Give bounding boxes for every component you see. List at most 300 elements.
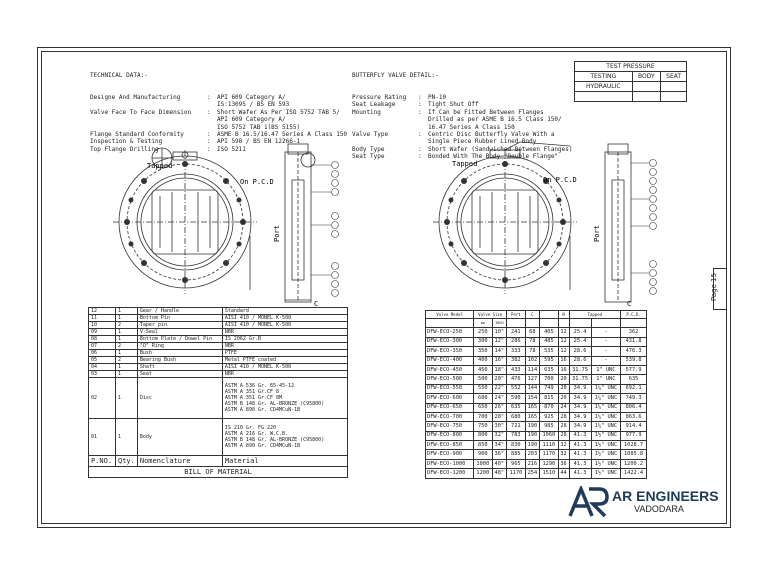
valve-value: 32": [492, 431, 507, 440]
valve-value: 692.1: [621, 384, 647, 393]
valve-value: 1085.8: [621, 450, 647, 459]
technical-key: [90, 124, 207, 131]
valve-value: 127: [525, 375, 540, 384]
valve-value: 28": [492, 412, 507, 421]
valve-value: 12: [558, 328, 569, 337]
valve-value: 500: [474, 375, 492, 384]
valve-value: 1000: [474, 459, 492, 468]
bom-part-no: 03: [89, 371, 116, 378]
valve-value: 433: [507, 365, 525, 374]
valve-value: 20": [492, 375, 507, 384]
butterfly-key: [352, 138, 418, 145]
bom-material: Metal PTFE coated: [222, 357, 347, 364]
hydraulic-seat: [661, 82, 687, 92]
valve-value: 595: [540, 356, 558, 365]
technical-key: Flange Standard Conformity: [90, 131, 184, 139]
technical-value: API 598 / BS EN 12266-1: [217, 138, 301, 146]
valve-value: 1028.7: [621, 441, 647, 450]
bom-qty: 2: [116, 357, 138, 364]
valve-value: 1170: [540, 450, 558, 459]
valve-value: 40": [492, 459, 507, 468]
valve-value: 16: [558, 365, 569, 374]
valve-model: DFW-ECO-900: [426, 450, 474, 459]
valve-value: 41.3: [569, 450, 591, 459]
butterfly-key: Body Type: [352, 145, 385, 153]
label-c-right: C: [627, 300, 632, 308]
valve-value: 25.4: [569, 337, 591, 346]
technical-row: [90, 94, 347, 101]
valve-value: 1" UNC: [591, 375, 621, 384]
valve-value: 250: [474, 328, 492, 337]
valve-value: 600: [474, 394, 492, 403]
valve-value: 749: [540, 384, 558, 393]
bom-nomenclature: V-Seal: [137, 329, 222, 336]
technical-row: [90, 109, 347, 116]
valve-value: 78: [525, 347, 540, 356]
hydraulic-body: [632, 82, 661, 92]
valve-row: [426, 403, 647, 412]
left-valve-drawing: [100, 140, 360, 310]
balloons: [311, 162, 339, 297]
valve-value: 476.3: [621, 347, 647, 356]
page-tab: [710, 268, 727, 310]
technical-key: [90, 101, 207, 108]
valve-value: 535: [540, 347, 558, 356]
valve-row: [426, 450, 647, 459]
bom-row: [89, 308, 348, 315]
valve-value: 48": [492, 469, 507, 478]
valve-value: 1290: [540, 459, 558, 468]
valve-value: 102: [525, 356, 540, 365]
right-valve-drawing: [420, 140, 680, 310]
bom-material-list: [222, 419, 347, 456]
technical-row: [90, 116, 347, 123]
ar-logo-icon: [567, 486, 609, 518]
valve-value: 700: [540, 375, 558, 384]
label-tapped: Tapped: [147, 162, 173, 170]
bom-row: [89, 329, 348, 336]
bom-nomenclature: Bottom Pin: [137, 315, 222, 322]
valve-value: 286: [507, 337, 525, 346]
valve-subheader: INCH: [492, 319, 507, 328]
valve-value: 154: [525, 394, 540, 403]
butterfly-key: Seat Leakage: [352, 101, 396, 109]
butterfly-colon: [418, 124, 428, 131]
valve-value: 1170: [507, 469, 525, 478]
bom-part-no: 02: [89, 378, 116, 419]
butterfly-key: Pressure Rating: [352, 94, 407, 102]
valve-value: 32: [558, 441, 569, 450]
valve-header-cell: Tapped: [569, 311, 621, 319]
valve-row: [426, 337, 647, 346]
valve-value: 31.75: [569, 365, 591, 374]
brand-city: VADODARA: [634, 504, 684, 514]
bom-qty: 1: [116, 308, 138, 315]
valve-value: 885: [507, 450, 525, 459]
valve-model: DFW-ECO-1000: [426, 459, 474, 468]
bom-qty: 1: [116, 350, 138, 357]
technical-key: Top Flange Drilling: [90, 145, 159, 153]
valve-row: [426, 469, 647, 478]
bom-qty: 1: [116, 419, 138, 456]
valve-value: 34.9: [569, 384, 591, 393]
valve-value: 382: [507, 356, 525, 365]
technical-row: [90, 131, 347, 138]
valve-value: 1" UNC: [591, 365, 621, 374]
valve-value: 577.9: [621, 365, 647, 374]
valve-value: 1¼" UNC: [591, 394, 621, 403]
test-pressure-table: [574, 61, 687, 102]
butterfly-colon: :: [418, 94, 422, 102]
valve-value: 539.8: [621, 356, 647, 365]
brand-name: AR ENGINEERS: [612, 488, 719, 504]
bom-nomenclature: "O" Ring: [137, 343, 222, 350]
valve-value: 20: [558, 384, 569, 393]
valve-value: 1½" UNC: [591, 431, 621, 440]
valve-value: 635: [621, 375, 647, 384]
label-c: C: [314, 300, 319, 308]
valve-value: 925: [540, 412, 558, 421]
butterfly-row: [352, 94, 573, 101]
valve-model: DFW-ECO-700: [426, 412, 474, 421]
valve-value: 28: [558, 412, 569, 421]
bom-nomenclature: Disc: [137, 378, 222, 419]
valve-value: 1½" UNC: [591, 459, 621, 468]
bom-nomenclature: Taper pin: [137, 322, 222, 329]
bom-nomenclature: Body: [137, 419, 222, 456]
butterfly-key: [352, 116, 418, 123]
bom-nomenclature: Shaft: [137, 364, 222, 371]
valve-value: 16": [492, 356, 507, 365]
valve-header-cell: Port: [507, 311, 525, 319]
technical-colon: [207, 124, 217, 131]
label-on-pcd-right: On P.C.D: [543, 176, 577, 184]
technical-value: API 609 Category A/: [217, 116, 286, 124]
col-testing: TESTING: [575, 72, 633, 82]
valve-value: 850: [474, 441, 492, 450]
valve-value: 20: [558, 394, 569, 403]
bom-part-no: 01: [89, 419, 116, 456]
valve-value: 78: [525, 337, 540, 346]
bom-nomenclature: Seat: [137, 371, 222, 378]
technical-key: Inspection & Testing: [90, 138, 163, 146]
bom-material: AISI 410 / MONEL K-500: [222, 364, 347, 371]
butterfly-key: [352, 124, 418, 131]
valve-model: DFW-ECO-600: [426, 394, 474, 403]
valve-value: 749.3: [621, 394, 647, 403]
valve-value: 1422.4: [621, 469, 647, 478]
valve-value: 16: [558, 356, 569, 365]
valve-model: DFW-ECO-1200: [426, 469, 474, 478]
butterfly-value: If Can be Fitted Between Flanges: [428, 108, 544, 116]
label-port-right: Port: [593, 225, 601, 242]
lever-handle: [505, 142, 570, 150]
bom-row-body: [89, 419, 348, 456]
valve-row: [426, 412, 647, 421]
valve-row: [426, 328, 647, 337]
technical-key: [90, 116, 207, 123]
technical-value: IS:13095 / BS EN 593: [217, 101, 290, 109]
bom-qty: 1: [116, 378, 138, 419]
valve-dimension-table: [425, 310, 647, 479]
bom-part-no: 06: [89, 350, 116, 357]
valve-value: 870: [540, 403, 558, 412]
bom-material-line: ASTM B 148 Gr. AL-BRONZE (C95800): [224, 437, 325, 443]
bom-material-line: ASTM A 536 Gr. 65-45-12: [224, 383, 295, 389]
valve-value: 36": [492, 450, 507, 459]
bom-nomenclature: Gear / Handle: [137, 308, 222, 315]
butterfly-value: Bonded With The Body "Double Flange": [428, 153, 559, 161]
valve-row: [426, 365, 647, 374]
bom-row: [89, 322, 348, 329]
row-hydraulic: HYDRAULIC: [575, 82, 633, 92]
valve-header-cell: Valve Size: [474, 311, 507, 319]
bom-row: [89, 336, 348, 343]
valve-value: 10": [492, 328, 507, 337]
butterfly-colon: :: [418, 108, 422, 116]
valve-row: [426, 431, 647, 440]
bom-header-no: P.NO.: [89, 456, 116, 467]
valve-value: 362: [621, 328, 647, 337]
valve-value: 830: [507, 441, 525, 450]
bom-material-line: ASTM A 890 Gr. CD4MCuN-1B: [224, 407, 301, 413]
valve-value: 650: [474, 403, 492, 412]
technical-value: API 609 Category A/: [217, 94, 286, 102]
valve-value: 1¼" UNC: [591, 422, 621, 431]
valve-value: 550: [474, 384, 492, 393]
valve-value: 30": [492, 422, 507, 431]
bom-row: [89, 343, 348, 350]
butterfly-value: PN-10: [428, 94, 447, 102]
valve-value: 241: [507, 328, 525, 337]
valve-subheader: mm: [474, 319, 492, 328]
bom-row: [89, 350, 348, 357]
bom-part-no: 08: [89, 336, 116, 343]
bom-qty: 1: [116, 364, 138, 371]
bill-of-material-table: [88, 307, 348, 478]
valve-value: 26": [492, 403, 507, 412]
bom-material: Standard: [222, 308, 347, 315]
butterfly-colon: :: [418, 131, 422, 139]
bom-header-name: Nomenclature: [137, 456, 222, 467]
valve-value: 34.9: [569, 403, 591, 412]
bom-material-line: ASTM A 351 Gr.CF 8M: [224, 395, 283, 401]
valve-header-cell: P.C.D.: [621, 311, 647, 319]
valve-value: 12": [492, 337, 507, 346]
bom-qty: 1: [116, 371, 138, 378]
valve-row: [426, 441, 647, 450]
valve-value: 300: [474, 337, 492, 346]
valve-value: 800: [474, 431, 492, 440]
valve-value: 114: [525, 365, 540, 374]
valve-value: -: [591, 337, 621, 346]
valve-value: 36: [558, 459, 569, 468]
valve-value: 635: [507, 403, 525, 412]
valve-value: 34.9: [569, 394, 591, 403]
valve-value: 203: [525, 450, 540, 459]
label-on-pcd: On P.C.D: [240, 178, 274, 186]
valve-value: 450: [474, 365, 492, 374]
valve-value: 590: [507, 394, 525, 403]
bom-material: NBR: [222, 343, 347, 350]
valve-value: 914.4: [621, 422, 647, 431]
bom-qty: 1: [116, 336, 138, 343]
valve-value: 750: [474, 422, 492, 431]
butterfly-colon: [418, 116, 428, 123]
bom-row: [89, 357, 348, 364]
valve-table-header: [426, 311, 647, 319]
valve-value: 806.4: [621, 403, 647, 412]
valve-header-cell: C: [525, 311, 540, 319]
technical-value: ASME B 16.5/16.47 Series A Class 150: [217, 131, 348, 139]
bom-nomenclature: Bottom Plate / Dowel Pin: [137, 336, 222, 343]
valve-row: [426, 459, 647, 468]
bom-part-no: 05: [89, 357, 116, 364]
valve-value: 700: [474, 412, 492, 421]
technical-row: [90, 124, 347, 131]
valve-value: 1510: [540, 469, 558, 478]
technical-value: ISO 5752 TAB 1(BS 5155): [217, 123, 301, 131]
valve-value: 144: [525, 384, 540, 393]
bom-header-row: [89, 456, 348, 467]
valve-value: 1½" UNC: [591, 469, 621, 478]
butterfly-row: [352, 131, 573, 138]
technical-colon: :: [207, 94, 211, 102]
valve-row: [426, 347, 647, 356]
valve-value: 14": [492, 347, 507, 356]
bom-material-line: ASTM B 148 Gr. AL-BRONZE (C95800): [224, 401, 325, 407]
test-pressure-title: TEST PRESSURE: [575, 62, 687, 72]
technical-row: [90, 101, 347, 108]
valve-value: 216: [525, 459, 540, 468]
bom-header-mat: Material: [222, 456, 347, 467]
valve-value: 1200.2: [621, 459, 647, 468]
bom-title: BILL OF MATERIAL: [89, 467, 348, 478]
bom-qty: 1: [116, 329, 138, 336]
technical-colon: [207, 101, 217, 108]
butterfly-key: Valve Type: [352, 131, 389, 139]
valve-row: [426, 394, 647, 403]
label-port: Port: [273, 225, 281, 242]
col-seat: SEAT: [661, 72, 687, 82]
butterfly-key: Seat Type: [352, 153, 385, 161]
technical-colon: [207, 116, 217, 123]
valve-value: 965: [507, 459, 525, 468]
bom-row: [89, 315, 348, 322]
valve-row: [426, 384, 647, 393]
valve-value: 400: [474, 356, 492, 365]
valve-model: DFW-ECO-300: [426, 337, 474, 346]
butterfly-row: [352, 124, 573, 131]
valve-value: 1¼" UNC: [591, 403, 621, 412]
valve-value: 1½" UNC: [591, 450, 621, 459]
bom-nomenclature: Bush: [137, 350, 222, 357]
col-body: BODY: [632, 72, 661, 82]
bom-part-no: 12: [89, 308, 116, 315]
valve-value: -: [591, 356, 621, 365]
valve-value: 254: [525, 469, 540, 478]
bom-part-no: 10: [89, 322, 116, 329]
bom-material-line: ASTM A 890 Gr. CD4MCuN-1B: [224, 443, 301, 449]
valve-value: 28.6: [569, 347, 591, 356]
valve-value: -: [591, 347, 621, 356]
valve-value: 22": [492, 384, 507, 393]
bom-material-line: ASTM A 216 Gr. W.C.B.: [224, 431, 289, 437]
valve-model: DFW-ECO-250: [426, 328, 474, 337]
technical-colon: :: [207, 108, 211, 116]
butterfly-value: Single Piece Rubber Lined Body: [428, 138, 537, 146]
butterfly-heading: BUTTERFLY VALVE DETAIL:-: [352, 71, 439, 79]
valve-value: 431.8: [621, 337, 647, 346]
bom-part-no: 07: [89, 343, 116, 350]
label-tapped-right: Tapped: [452, 160, 478, 168]
butterfly-value: 16.47 Series A Class 150: [428, 123, 515, 131]
valve-value: 44: [558, 469, 569, 478]
valve-value: 34.9: [569, 422, 591, 431]
bom-nomenclature: Bearing Bush: [137, 357, 222, 364]
bom-part-no: 09: [89, 329, 116, 336]
valve-value: 32: [558, 450, 569, 459]
valve-value: 350: [474, 347, 492, 356]
valve-value: 680: [507, 412, 525, 421]
bom-header-qty: Qty.: [116, 456, 138, 467]
technical-key: Valve Face To Face Dimension: [90, 108, 192, 116]
bom-row: [89, 364, 348, 371]
technical-colon: :: [207, 131, 211, 139]
valve-value: 635: [540, 365, 558, 374]
valve-value: 165: [525, 412, 540, 421]
valve-value: 985: [540, 422, 558, 431]
valve-row: [426, 356, 647, 365]
valve-value: 815: [540, 394, 558, 403]
valve-value: 1½" UNC: [591, 441, 621, 450]
bom-part-no: 04: [89, 364, 116, 371]
valve-header-cell: [540, 311, 558, 319]
butterfly-value: Drilled as per ASME B 16.5 Class 150/: [428, 116, 562, 124]
butterfly-value: Tight Shut Off: [428, 101, 479, 109]
valve-value: 24": [492, 394, 507, 403]
valve-value: 34": [492, 441, 507, 450]
valve-model: DFW-ECO-850: [426, 441, 474, 450]
bom-row: [89, 371, 348, 378]
valve-value: 12: [558, 337, 569, 346]
technical-colon: :: [207, 138, 211, 146]
bom-material-list: [222, 378, 347, 419]
valve-value: 863.6: [621, 412, 647, 421]
technical-value: Short Wafer As Per ISO 5752 TAB 5/: [217, 108, 340, 116]
valve-row: [426, 375, 647, 384]
butterfly-colon: :: [418, 145, 422, 153]
valve-value: 18": [492, 365, 507, 374]
butterfly-key: Mounting: [352, 108, 381, 116]
valve-value: 783: [507, 431, 525, 440]
valve-value: 1200: [474, 469, 492, 478]
valve-value: 68: [525, 328, 540, 337]
valve-model: DFW-ECO-750: [426, 422, 474, 431]
butterfly-row: [352, 109, 573, 116]
valve-value: 476: [507, 375, 525, 384]
bom-part-no: 11: [89, 315, 116, 322]
valve-value: 41.3: [569, 469, 591, 478]
valve-model: DFW-ECO-550: [426, 384, 474, 393]
bom-qty: 2: [116, 322, 138, 329]
technical-heading: TECHNICAL DATA:-: [90, 71, 148, 79]
valve-header-cell: Valve Model: [426, 311, 474, 319]
bom-material: AISI 410 / MONEL K-500: [222, 315, 347, 322]
bom-material: NBR: [222, 371, 347, 378]
valve-value: 28.6: [569, 356, 591, 365]
valve-value: 190: [525, 431, 540, 440]
